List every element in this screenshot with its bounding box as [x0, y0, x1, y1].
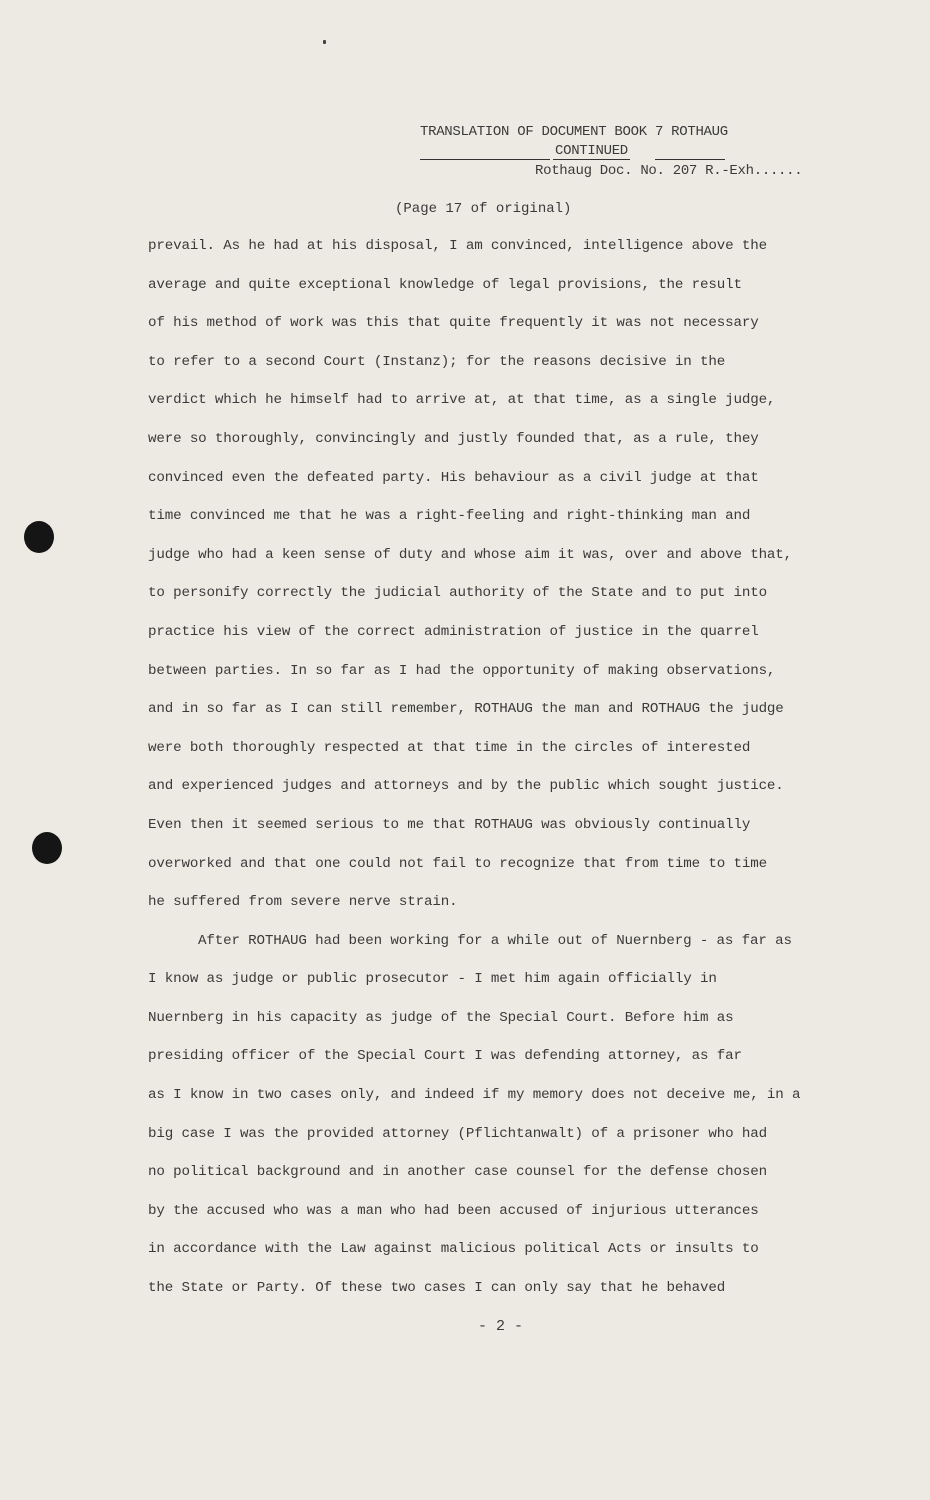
text-line: in accordance with the Law against malicious political Acts or insults to — [148, 1241, 759, 1258]
punch-hole-top — [24, 521, 54, 553]
text-line: overworked and that one could not fail to recognize that from time to time — [148, 855, 767, 872]
text-line: convinced even the defeated party. His behaviour as a civil judge at that — [148, 469, 759, 486]
text-line: and experienced judges and attorneys and by the public which sought justice. — [148, 778, 784, 795]
text-line: by the accused who was a man who had been accused of injurious utterances — [148, 1202, 759, 1219]
paragraph-start-line: After ROTHAUG had been working for a while out of Nuernberg - as far as — [198, 932, 792, 949]
continued-line — [420, 143, 720, 161]
text-line: of his method of work was this that quite frequently it was not necessary — [148, 315, 759, 332]
text-line: were both thoroughly respected at that time in the circles of interested — [148, 739, 751, 756]
continued-label: CONTINUED — [555, 143, 628, 159]
text-line: no political background and in another case counsel for the defense chosen — [148, 1164, 767, 1181]
text-line: big case I was the provided attorney (Pflichtanwalt) of a prisoner who had — [148, 1125, 767, 1142]
document-reference: Rothaug Doc. No. 207 R.-Exh...... — [535, 163, 803, 179]
text-line: to refer to a second Court (Instanz); for the reasons decisive in the — [148, 353, 726, 370]
text-line: verdict which he himself had to arrive at, at that time, as a single judge, — [148, 392, 776, 409]
text-line: were so thoroughly, convincingly and justly founded that, as a rule, they — [148, 430, 759, 447]
text-line: time convinced me that he was a right-feeling and right-thinking man and — [148, 508, 751, 525]
text-line: judge who had a keen sense of duty and whose aim it was, over and above that, — [148, 546, 793, 563]
text-line: he suffered from severe nerve strain. — [148, 894, 458, 911]
text-line: Nuernberg in his capacity as judge of the Special Court. Before him as — [148, 1009, 734, 1026]
original-page-reference: (Page 17 of original) — [395, 201, 572, 217]
text-line: Even then it seemed serious to me that ROTHAUG was obviously continually — [148, 816, 751, 833]
underline-rule — [655, 159, 725, 160]
text-line: the State or Party. Of these two cases I can only say that he behaved — [148, 1280, 726, 1297]
punch-hole-bottom — [32, 832, 62, 864]
page-number: - 2 - — [478, 1318, 524, 1335]
document-title: TRANSLATION OF DOCUMENT BOOK 7 ROTHAUG — [420, 124, 728, 140]
text-line: average and quite exceptional knowledge of legal provisions, the result — [148, 276, 742, 293]
text-line: to personify correctly the judicial authority of the State and to put into — [148, 585, 767, 602]
text-line: I know as judge or public prosecutor - I met him again officially in — [148, 971, 717, 988]
underline-rule — [420, 159, 550, 160]
body-text — [148, 236, 908, 1317]
text-line: presiding officer of the Special Court I was defending attorney, as far — [148, 1048, 742, 1065]
text-line: practice his view of the correct administration of justice in the quarrel — [148, 623, 759, 640]
ink-speck — [323, 40, 326, 44]
text-line: as I know in two cases only, and indeed if my memory does not deceive me, in a — [148, 1087, 801, 1104]
text-line: and in so far as I can still remember, ROTHAUG the man and ROTHAUG the judge — [148, 701, 784, 718]
text-line: prevail. As he had at his disposal, I am convinced, intelligence above the — [148, 238, 767, 254]
text-line: between parties. In so far as I had the opportunity of making observations, — [148, 662, 776, 679]
